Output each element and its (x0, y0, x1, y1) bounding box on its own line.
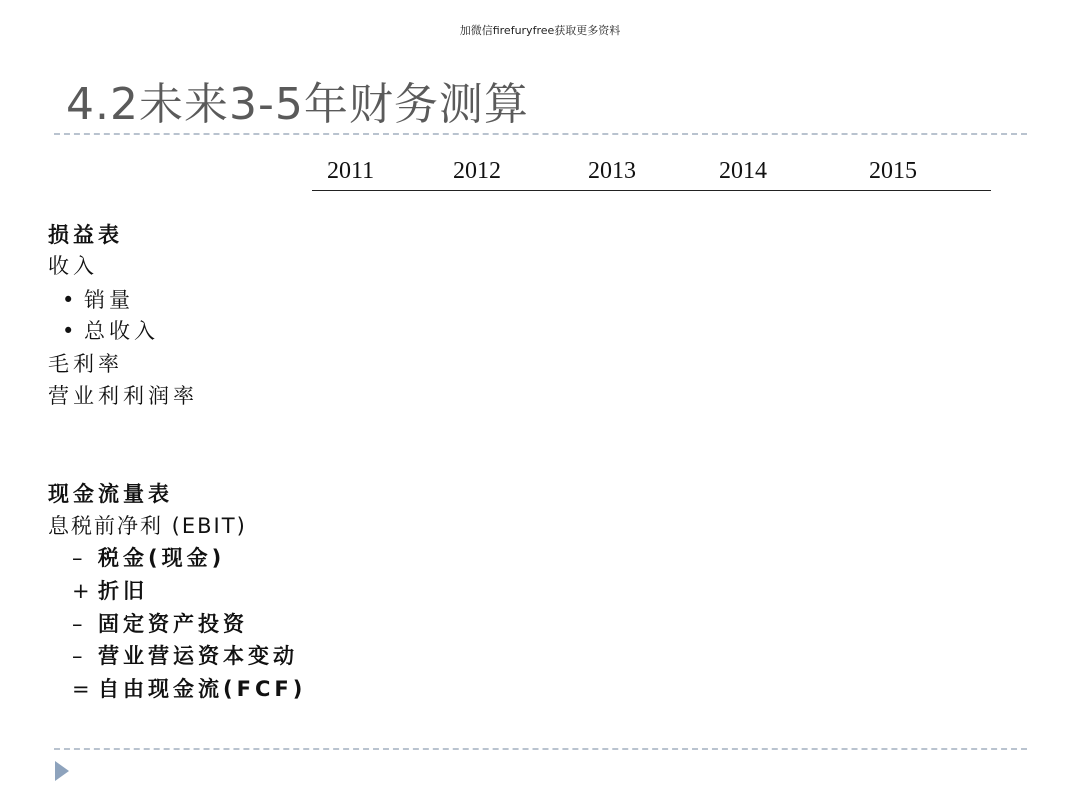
operator-symbol: + (72, 579, 90, 603)
operator-symbol: – (72, 612, 83, 636)
cash-flow-item-label: 固定资产投资 (98, 612, 248, 636)
operator-symbol: = (72, 677, 90, 701)
total-revenue-label: 总收入 (84, 319, 159, 343)
ebit-label: 息税前净利 (EBIT) (48, 514, 247, 538)
watermark-text: 加微信firefuryfree获取更多资料 (459, 24, 621, 37)
income-statement-heading: 损益表 (48, 223, 123, 247)
year-label: 2012 (453, 158, 501, 184)
year-label: 2013 (588, 158, 636, 184)
cash-flow-heading: 现金流量表 (48, 482, 173, 506)
cash-flow-item (72, 673, 306, 703)
year-label: 2015 (869, 158, 917, 184)
top-divider (54, 133, 1027, 135)
cash-flow-item-label: 折旧 (98, 579, 148, 603)
sales-volume-item (62, 284, 134, 314)
year-header (0, 152, 1080, 192)
next-slide-arrow-icon[interactable] (55, 761, 69, 781)
year-header-underline (312, 190, 991, 191)
operating-margin-label: 营业利利润率 (48, 384, 198, 408)
bottom-divider (54, 748, 1027, 750)
bullet-icon: • (62, 319, 75, 343)
cash-flow-item (72, 640, 298, 670)
cash-flow-item (72, 575, 148, 605)
cash-flow-item (72, 608, 248, 638)
year-label: 2014 (719, 158, 767, 184)
bullet-icon: • (62, 288, 75, 312)
revenue-label: 收入 (48, 254, 98, 278)
cash-flow-item-label: 自由现金流(FCF) (98, 677, 307, 701)
operator-symbol: – (72, 644, 83, 668)
total-revenue-item (62, 315, 159, 345)
operator-symbol: – (72, 546, 83, 570)
cash-flow-item-label: 营业营运资本变动 (98, 644, 298, 668)
year-label: 2011 (327, 158, 375, 184)
cash-flow-item (72, 542, 225, 572)
slide-title: 4.2未来3-5年财务测算 (66, 79, 529, 130)
cash-flow-item-label: 税金(现金) (98, 546, 226, 570)
gross-margin-label: 毛利率 (48, 352, 123, 376)
sales-volume-label: 销量 (84, 288, 134, 312)
